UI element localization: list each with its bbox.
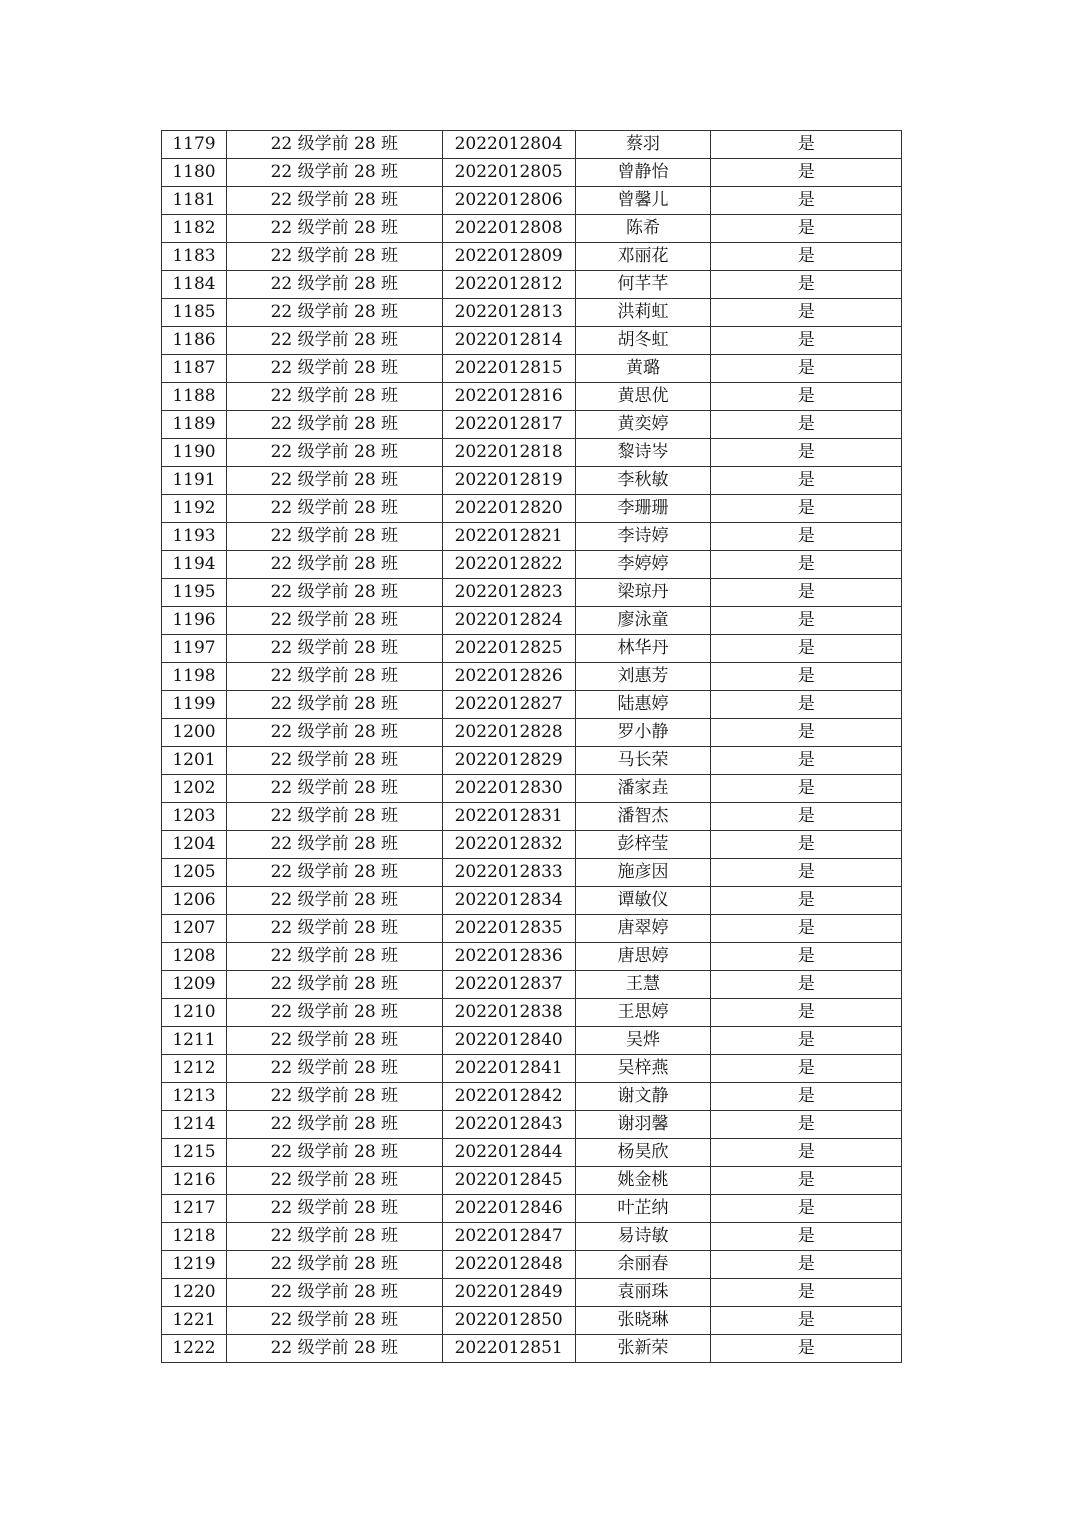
status-cell: 是 (711, 831, 902, 859)
student-name-cell: 胡冬虹 (575, 327, 711, 355)
student-id-cell: 2022012812 (442, 271, 575, 299)
student-name-cell: 黄思优 (575, 383, 711, 411)
class-name-cell: 22 级学前 28 班 (226, 1055, 442, 1083)
table-row (162, 915, 902, 943)
class-name-cell: 22 级学前 28 班 (226, 607, 442, 635)
status-cell: 是 (711, 131, 902, 159)
status-cell: 是 (711, 1335, 902, 1363)
class-name-cell: 22 级学前 28 班 (226, 159, 442, 187)
class-name-cell: 22 级学前 28 班 (226, 943, 442, 971)
status-cell: 是 (711, 719, 902, 747)
class-name-cell: 22 级学前 28 班 (226, 971, 442, 999)
table-row (162, 803, 902, 831)
table-row (162, 1027, 902, 1055)
student-name-cell: 施彦因 (575, 859, 711, 887)
student-name-cell: 谢羽馨 (575, 1111, 711, 1139)
student-name-cell: 潘家垚 (575, 775, 711, 803)
class-name-cell: 22 级学前 28 班 (226, 859, 442, 887)
student-name-cell: 蔡羽 (575, 131, 711, 159)
student-id-cell: 2022012834 (442, 887, 575, 915)
row-number-cell: 1214 (162, 1111, 227, 1139)
class-name-cell: 22 级学前 28 班 (226, 439, 442, 467)
status-cell: 是 (711, 607, 902, 635)
status-cell: 是 (711, 411, 902, 439)
status-cell: 是 (711, 999, 902, 1027)
table-row (162, 1139, 902, 1167)
student-id-cell: 2022012814 (442, 327, 575, 355)
row-number-cell: 1217 (162, 1195, 227, 1223)
student-name-cell: 吴烨 (575, 1027, 711, 1055)
student-name-cell: 黄璐 (575, 355, 711, 383)
table-row (162, 467, 902, 495)
row-number-cell: 1202 (162, 775, 227, 803)
row-number-cell: 1203 (162, 803, 227, 831)
class-name-cell: 22 级学前 28 班 (226, 1335, 442, 1363)
student-id-cell: 2022012840 (442, 1027, 575, 1055)
class-name-cell: 22 级学前 28 班 (226, 1195, 442, 1223)
status-cell: 是 (711, 943, 902, 971)
student-name-cell: 李婷婷 (575, 551, 711, 579)
row-number-cell: 1208 (162, 943, 227, 971)
student-name-cell: 黎诗岑 (575, 439, 711, 467)
student-id-cell: 2022012841 (442, 1055, 575, 1083)
student-name-cell: 曾静怡 (575, 159, 711, 187)
status-cell: 是 (711, 635, 902, 663)
student-id-cell: 2022012846 (442, 1195, 575, 1223)
table-row (162, 1251, 902, 1279)
row-number-cell: 1184 (162, 271, 227, 299)
class-name-cell: 22 级学前 28 班 (226, 1279, 442, 1307)
table-row (162, 719, 902, 747)
student-id-cell: 2022012849 (442, 1279, 575, 1307)
table-row (162, 859, 902, 887)
table-row (162, 775, 902, 803)
status-cell: 是 (711, 551, 902, 579)
student-name-cell: 李诗婷 (575, 523, 711, 551)
status-cell: 是 (711, 159, 902, 187)
table-row (162, 159, 902, 187)
row-number-cell: 1198 (162, 663, 227, 691)
table-row (162, 1195, 902, 1223)
row-number-cell: 1221 (162, 1307, 227, 1335)
student-name-cell: 叶芷纳 (575, 1195, 711, 1223)
student-name-cell: 余丽春 (575, 1251, 711, 1279)
status-cell: 是 (711, 327, 902, 355)
student-id-cell: 2022012826 (442, 663, 575, 691)
table-row (162, 1223, 902, 1251)
table-row (162, 579, 902, 607)
row-number-cell: 1210 (162, 999, 227, 1027)
class-name-cell: 22 级学前 28 班 (226, 1139, 442, 1167)
student-id-cell: 2022012804 (442, 131, 575, 159)
row-number-cell: 1185 (162, 299, 227, 327)
class-name-cell: 22 级学前 28 班 (226, 411, 442, 439)
status-cell: 是 (711, 663, 902, 691)
student-name-cell: 陈希 (575, 215, 711, 243)
student-id-cell: 2022012827 (442, 691, 575, 719)
student-name-cell: 杨昊欣 (575, 1139, 711, 1167)
row-number-cell: 1183 (162, 243, 227, 271)
table-row (162, 327, 902, 355)
class-name-cell: 22 级学前 28 班 (226, 579, 442, 607)
status-cell: 是 (711, 271, 902, 299)
status-cell: 是 (711, 1195, 902, 1223)
student-id-cell: 2022012816 (442, 383, 575, 411)
class-name-cell: 22 级学前 28 班 (226, 887, 442, 915)
student-name-cell: 王思婷 (575, 999, 711, 1027)
class-name-cell: 22 级学前 28 班 (226, 999, 442, 1027)
row-number-cell: 1205 (162, 859, 227, 887)
table-row (162, 523, 902, 551)
class-name-cell: 22 级学前 28 班 (226, 131, 442, 159)
table-row (162, 355, 902, 383)
class-name-cell: 22 级学前 28 班 (226, 691, 442, 719)
table-row (162, 635, 902, 663)
class-name-cell: 22 级学前 28 班 (226, 299, 442, 327)
status-cell: 是 (711, 495, 902, 523)
table-row (162, 215, 902, 243)
student-id-cell: 2022012842 (442, 1083, 575, 1111)
row-number-cell: 1195 (162, 579, 227, 607)
row-number-cell: 1212 (162, 1055, 227, 1083)
status-cell: 是 (711, 971, 902, 999)
status-cell: 是 (711, 439, 902, 467)
status-cell: 是 (711, 691, 902, 719)
student-id-cell: 2022012837 (442, 971, 575, 999)
student-id-cell: 2022012833 (442, 859, 575, 887)
student-id-cell: 2022012835 (442, 915, 575, 943)
table-row (162, 1307, 902, 1335)
row-number-cell: 1215 (162, 1139, 227, 1167)
student-id-cell: 2022012813 (442, 299, 575, 327)
class-name-cell: 22 级学前 28 班 (226, 467, 442, 495)
table-row (162, 1279, 902, 1307)
student-id-cell: 2022012818 (442, 439, 575, 467)
status-cell: 是 (711, 1055, 902, 1083)
class-name-cell: 22 级学前 28 班 (226, 355, 442, 383)
status-cell: 是 (711, 355, 902, 383)
student-id-cell: 2022012830 (442, 775, 575, 803)
table-row (162, 971, 902, 999)
student-id-cell: 2022012851 (442, 1335, 575, 1363)
class-name-cell: 22 级学前 28 班 (226, 271, 442, 299)
status-cell: 是 (711, 915, 902, 943)
student-name-cell: 林华丹 (575, 635, 711, 663)
table-row (162, 831, 902, 859)
student-id-cell: 2022012829 (442, 747, 575, 775)
class-name-cell: 22 级学前 28 班 (226, 1111, 442, 1139)
row-number-cell: 1204 (162, 831, 227, 859)
student-id-cell: 2022012836 (442, 943, 575, 971)
row-number-cell: 1218 (162, 1223, 227, 1251)
table-row (162, 943, 902, 971)
row-number-cell: 1197 (162, 635, 227, 663)
student-name-cell: 彭梓莹 (575, 831, 711, 859)
row-number-cell: 1207 (162, 915, 227, 943)
table-row (162, 1111, 902, 1139)
table-row (162, 1083, 902, 1111)
row-number-cell: 1186 (162, 327, 227, 355)
student-id-cell: 2022012823 (442, 579, 575, 607)
student-id-cell: 2022012843 (442, 1111, 575, 1139)
row-number-cell: 1190 (162, 439, 227, 467)
table-row (162, 691, 902, 719)
status-cell: 是 (711, 1251, 902, 1279)
student-id-cell: 2022012817 (442, 411, 575, 439)
table-row (162, 131, 902, 159)
student-id-cell: 2022012848 (442, 1251, 575, 1279)
class-name-cell: 22 级学前 28 班 (226, 635, 442, 663)
student-roster-table (161, 130, 902, 1363)
row-number-cell: 1191 (162, 467, 227, 495)
status-cell: 是 (711, 523, 902, 551)
class-name-cell: 22 级学前 28 班 (226, 523, 442, 551)
status-cell: 是 (711, 467, 902, 495)
student-id-cell: 2022012850 (442, 1307, 575, 1335)
class-name-cell: 22 级学前 28 班 (226, 1223, 442, 1251)
class-name-cell: 22 级学前 28 班 (226, 1307, 442, 1335)
student-id-cell: 2022012845 (442, 1167, 575, 1195)
table-row (162, 439, 902, 467)
status-cell: 是 (711, 1167, 902, 1195)
student-id-cell: 2022012825 (442, 635, 575, 663)
row-number-cell: 1209 (162, 971, 227, 999)
student-name-cell: 唐思婷 (575, 943, 711, 971)
student-name-cell: 张新荣 (575, 1335, 711, 1363)
class-name-cell: 22 级学前 28 班 (226, 1027, 442, 1055)
row-number-cell: 1194 (162, 551, 227, 579)
student-name-cell: 刘惠芳 (575, 663, 711, 691)
student-name-cell: 王慧 (575, 971, 711, 999)
student-name-cell: 姚金桃 (575, 1167, 711, 1195)
status-cell: 是 (711, 1223, 902, 1251)
class-name-cell: 22 级学前 28 班 (226, 803, 442, 831)
student-id-cell: 2022012824 (442, 607, 575, 635)
row-number-cell: 1193 (162, 523, 227, 551)
student-id-cell: 2022012815 (442, 355, 575, 383)
class-name-cell: 22 级学前 28 班 (226, 1083, 442, 1111)
student-name-cell: 张晓琳 (575, 1307, 711, 1335)
student-id-cell: 2022012819 (442, 467, 575, 495)
student-id-cell: 2022012831 (442, 803, 575, 831)
student-name-cell: 谭敏仪 (575, 887, 711, 915)
status-cell: 是 (711, 215, 902, 243)
class-name-cell: 22 级学前 28 班 (226, 775, 442, 803)
student-name-cell: 曾馨儿 (575, 187, 711, 215)
class-name-cell: 22 级学前 28 班 (226, 383, 442, 411)
class-name-cell: 22 级学前 28 班 (226, 1251, 442, 1279)
student-id-cell: 2022012809 (442, 243, 575, 271)
status-cell: 是 (711, 887, 902, 915)
status-cell: 是 (711, 859, 902, 887)
table-row (162, 887, 902, 915)
status-cell: 是 (711, 803, 902, 831)
row-number-cell: 1196 (162, 607, 227, 635)
student-id-cell: 2022012828 (442, 719, 575, 747)
status-cell: 是 (711, 187, 902, 215)
class-name-cell: 22 级学前 28 班 (226, 187, 442, 215)
table-row (162, 607, 902, 635)
student-id-cell: 2022012805 (442, 159, 575, 187)
class-name-cell: 22 级学前 28 班 (226, 551, 442, 579)
table-row (162, 1055, 902, 1083)
student-name-cell: 唐翠婷 (575, 915, 711, 943)
student-id-cell: 2022012832 (442, 831, 575, 859)
row-number-cell: 1188 (162, 383, 227, 411)
row-number-cell: 1213 (162, 1083, 227, 1111)
table-row (162, 187, 902, 215)
student-name-cell: 袁丽珠 (575, 1279, 711, 1307)
table-row (162, 1335, 902, 1363)
table-row (162, 747, 902, 775)
student-id-cell: 2022012808 (442, 215, 575, 243)
class-name-cell: 22 级学前 28 班 (226, 327, 442, 355)
status-cell: 是 (711, 1307, 902, 1335)
class-name-cell: 22 级学前 28 班 (226, 915, 442, 943)
row-number-cell: 1192 (162, 495, 227, 523)
student-id-cell: 2022012838 (442, 999, 575, 1027)
status-cell: 是 (711, 1027, 902, 1055)
status-cell: 是 (711, 775, 902, 803)
student-name-cell: 易诗敏 (575, 1223, 711, 1251)
student-name-cell: 梁琼丹 (575, 579, 711, 607)
row-number-cell: 1187 (162, 355, 227, 383)
row-number-cell: 1219 (162, 1251, 227, 1279)
student-name-cell: 马长荣 (575, 747, 711, 775)
table-row (162, 495, 902, 523)
student-name-cell: 谢文静 (575, 1083, 711, 1111)
student-name-cell: 吴梓燕 (575, 1055, 711, 1083)
table-row (162, 1167, 902, 1195)
student-name-cell: 何芊芊 (575, 271, 711, 299)
row-number-cell: 1181 (162, 187, 227, 215)
status-cell: 是 (711, 579, 902, 607)
class-name-cell: 22 级学前 28 班 (226, 719, 442, 747)
table-row (162, 243, 902, 271)
table-row (162, 383, 902, 411)
row-number-cell: 1182 (162, 215, 227, 243)
row-number-cell: 1216 (162, 1167, 227, 1195)
row-number-cell: 1206 (162, 887, 227, 915)
table-row (162, 551, 902, 579)
student-name-cell: 潘智杰 (575, 803, 711, 831)
class-name-cell: 22 级学前 28 班 (226, 747, 442, 775)
roster-body (162, 131, 902, 1363)
table-row (162, 299, 902, 327)
row-number-cell: 1220 (162, 1279, 227, 1307)
student-id-cell: 2022012844 (442, 1139, 575, 1167)
student-name-cell: 邓丽花 (575, 243, 711, 271)
class-name-cell: 22 级学前 28 班 (226, 495, 442, 523)
student-name-cell: 李秋敏 (575, 467, 711, 495)
status-cell: 是 (711, 1111, 902, 1139)
status-cell: 是 (711, 383, 902, 411)
class-name-cell: 22 级学前 28 班 (226, 215, 442, 243)
student-name-cell: 李珊珊 (575, 495, 711, 523)
row-number-cell: 1222 (162, 1335, 227, 1363)
row-number-cell: 1189 (162, 411, 227, 439)
status-cell: 是 (711, 747, 902, 775)
student-name-cell: 罗小静 (575, 719, 711, 747)
row-number-cell: 1179 (162, 131, 227, 159)
table-row (162, 271, 902, 299)
row-number-cell: 1200 (162, 719, 227, 747)
student-id-cell: 2022012821 (442, 523, 575, 551)
status-cell: 是 (711, 243, 902, 271)
class-name-cell: 22 级学前 28 班 (226, 1167, 442, 1195)
status-cell: 是 (711, 1139, 902, 1167)
status-cell: 是 (711, 1083, 902, 1111)
student-name-cell: 陆惠婷 (575, 691, 711, 719)
row-number-cell: 1180 (162, 159, 227, 187)
table-row (162, 411, 902, 439)
student-name-cell: 黄奕婷 (575, 411, 711, 439)
student-id-cell: 2022012806 (442, 187, 575, 215)
student-id-cell: 2022012847 (442, 1223, 575, 1251)
status-cell: 是 (711, 1279, 902, 1307)
student-id-cell: 2022012822 (442, 551, 575, 579)
student-id-cell: 2022012820 (442, 495, 575, 523)
class-name-cell: 22 级学前 28 班 (226, 663, 442, 691)
table-row (162, 663, 902, 691)
status-cell: 是 (711, 299, 902, 327)
class-name-cell: 22 级学前 28 班 (226, 243, 442, 271)
row-number-cell: 1201 (162, 747, 227, 775)
class-name-cell: 22 级学前 28 班 (226, 831, 442, 859)
student-name-cell: 廖泳童 (575, 607, 711, 635)
student-name-cell: 洪莉虹 (575, 299, 711, 327)
row-number-cell: 1199 (162, 691, 227, 719)
row-number-cell: 1211 (162, 1027, 227, 1055)
table-row (162, 999, 902, 1027)
